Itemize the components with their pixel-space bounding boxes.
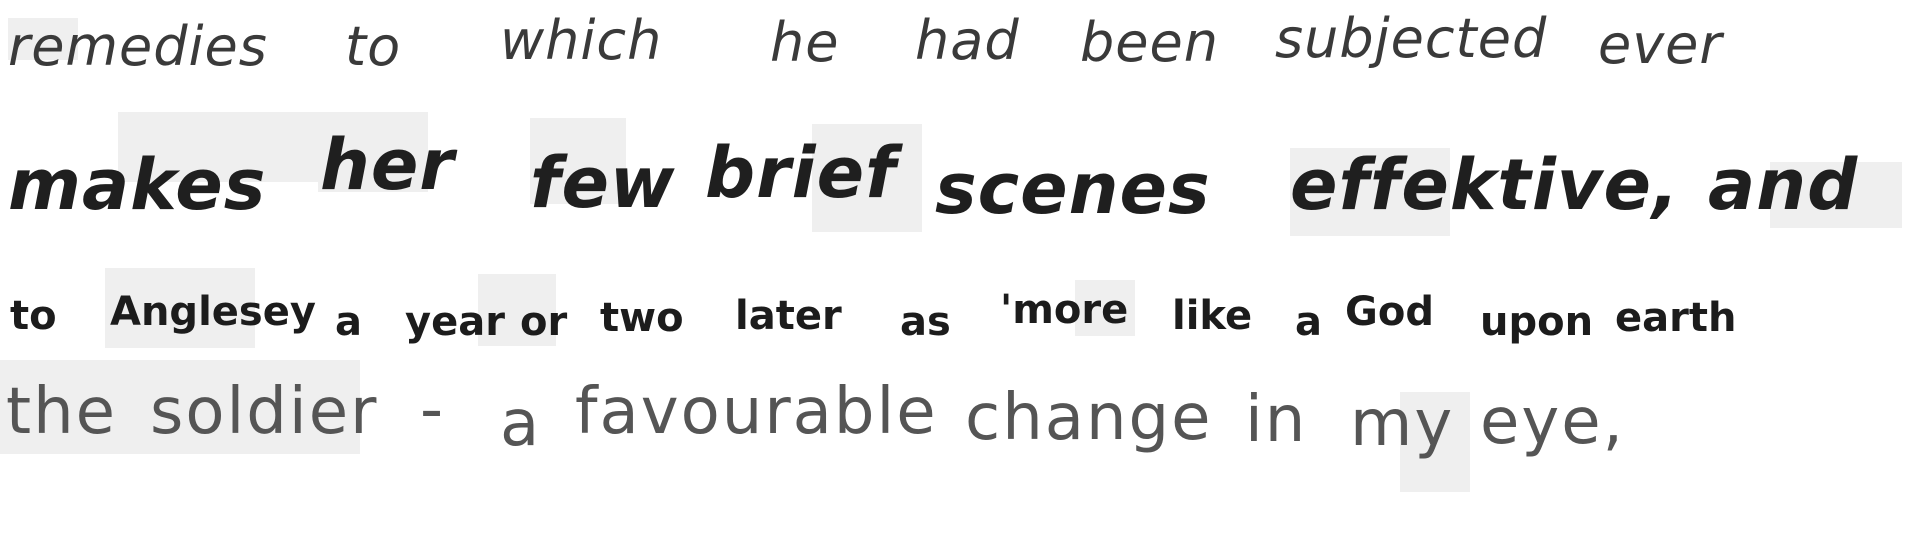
line-2-word: and [1708,144,1859,226]
line-3-word: God [1345,289,1434,335]
line-2-word: makes [8,144,267,226]
line-3-word: year [405,299,505,345]
line-3-word: a [335,299,362,345]
line-4-word: eye, [1480,385,1625,459]
line-2-word: brief [705,132,897,214]
line-1-word: been [1080,11,1219,74]
line-2-word: her [320,124,455,206]
line-3-word: a [1295,299,1322,345]
line-4-word: the [6,375,118,449]
line-3-word: like [1172,293,1253,339]
line-3-word: earth [1615,295,1737,341]
line-1-word: subjected [1275,7,1548,70]
line-1-word: to [345,15,402,78]
line-2-word: effektive, [1290,144,1680,226]
line-3-word: as [900,299,951,345]
line-2-word: scenes [935,148,1211,230]
line-3-word: later [735,293,842,339]
line-1-word: had [915,9,1020,72]
line-4-word: my [1350,387,1455,461]
line-3-word: Anglesey [110,289,316,335]
line-3-word: upon [1480,299,1594,345]
line-3-word: 'more [1000,287,1129,333]
line-4-word: a [500,387,542,461]
line-4-word: - [420,373,446,447]
line-4-word: soldier [150,375,379,449]
line-1-word: remedies [8,15,268,78]
line-3-word: or [520,299,568,345]
line-3-word: to [10,293,57,339]
line-4-word: favourable [575,375,938,449]
line-3-word: two [600,295,684,341]
line-1-word: he [770,11,840,74]
line-1-word: ever [1598,13,1723,76]
line-1-word: which [500,9,663,72]
line-4-word: change [965,381,1213,455]
line-2-word: few [530,142,676,224]
line-4-word: in [1245,383,1308,457]
